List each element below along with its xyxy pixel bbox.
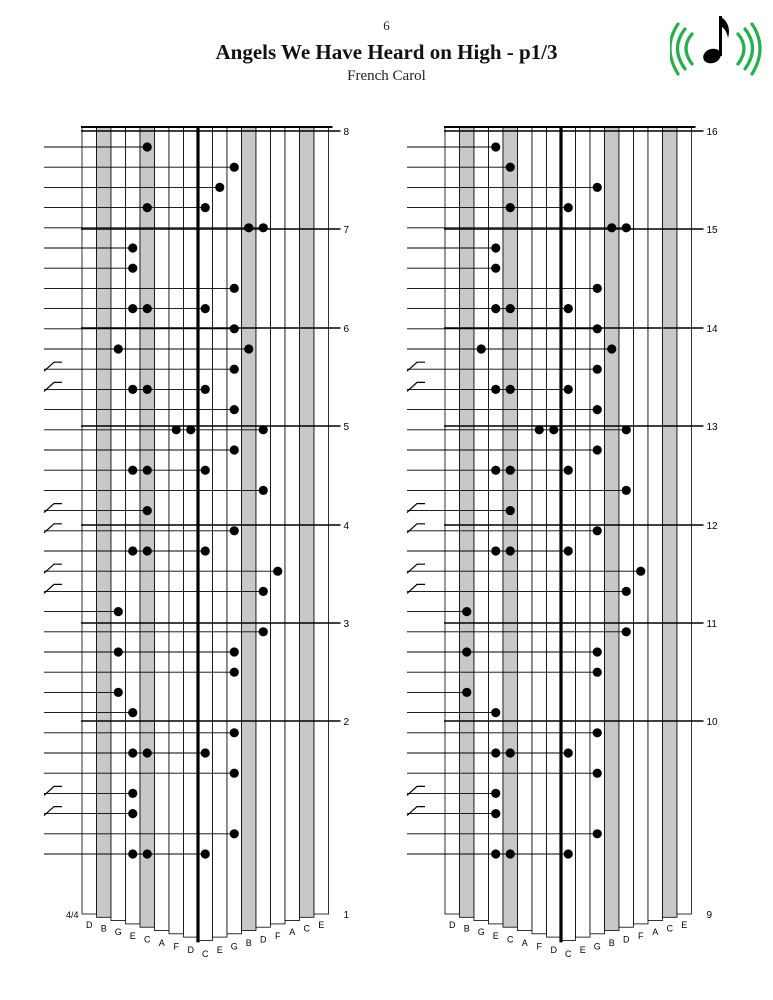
- panel-right-note-dot: [506, 304, 515, 313]
- panel-left-note-dot: [259, 486, 268, 495]
- page-number: 6: [383, 18, 390, 33]
- panel-right-note-dot: [491, 789, 500, 798]
- panel-left-tine-1: [97, 127, 112, 917]
- panel-right-tine-11: [605, 127, 620, 931]
- panel-right-tine-label: F: [536, 941, 542, 952]
- panel-left-slur-mark: [44, 584, 62, 593]
- panel-left-tine-5: [155, 127, 170, 931]
- panel-left-note-dot: [143, 506, 152, 515]
- panel-left-note-dot: [143, 466, 152, 475]
- panel-left-note-dot: [259, 223, 268, 232]
- panel-left-tine-label: E: [129, 930, 136, 941]
- panel-left-tine-label: G: [114, 927, 122, 938]
- panel-right-measure-number: 11: [706, 619, 717, 630]
- panel-right-note-dot: [462, 607, 471, 616]
- panel-left-tine-label: B: [100, 923, 107, 934]
- panel-right-note-dot: [593, 829, 602, 838]
- panel-left-tine-2: [111, 127, 126, 921]
- panel-left-note-dot: [128, 304, 137, 313]
- panel-left-note-dot: [230, 829, 239, 838]
- panel-right-measure-number: 12: [706, 521, 718, 532]
- panel-right-tine-label: C: [666, 923, 673, 934]
- panel-left-tine-0: [82, 127, 97, 914]
- panel-left-note-dot: [259, 587, 268, 596]
- panel-left-note-dot: [128, 748, 137, 757]
- panel-left-tine-label: A: [158, 938, 165, 948]
- panel-left-note-dot: [230, 445, 239, 454]
- panel-right-tine-8: [561, 127, 576, 940]
- panel-right-tine-0: [445, 127, 460, 914]
- panel-left-slur-mark: [44, 382, 62, 391]
- panel-right-note-dot: [636, 567, 645, 576]
- panel-right-measure-number: 9: [706, 910, 713, 921]
- panel-right-note-dot: [593, 526, 602, 535]
- panel-right-note-dot: [491, 466, 500, 475]
- panel-left-tine-label: C: [303, 923, 310, 934]
- panel-left-note-dot: [230, 647, 239, 656]
- panel-right-note-dot: [622, 486, 631, 495]
- panel-right-note-dot: [564, 304, 573, 313]
- panel-right-note-dot: [491, 264, 500, 273]
- panel-right-tine-label: B: [463, 923, 470, 934]
- panel-left-note-dot: [172, 425, 181, 434]
- panel-left-note-dot: [128, 385, 137, 394]
- panel-right-note-dot: [593, 324, 602, 333]
- time-signature: 4/4: [66, 910, 79, 920]
- panel-left-note-dot: [114, 647, 123, 656]
- panel-right-note-dot: [491, 385, 500, 394]
- panel-left-note-dot: [128, 264, 137, 273]
- panel-right-tine-9: [576, 127, 591, 937]
- panel-right-tine-label: G: [477, 927, 485, 938]
- panel-left-tine-label: D: [260, 934, 267, 945]
- panel-left-note-dot: [244, 223, 253, 232]
- panel-left-note-dot: [259, 627, 268, 636]
- panel-right-tine-label: D: [623, 934, 630, 945]
- panel-right-tine-label: D: [550, 945, 557, 956]
- panel-right-note-dot: [549, 425, 558, 434]
- panel-right-slur-mark: [407, 807, 425, 816]
- panel-right-note-dot: [593, 405, 602, 414]
- panel-left-slur-mark: [44, 504, 62, 513]
- panel-right-note-dot: [462, 688, 471, 697]
- panel-right-tine-7: [547, 127, 562, 937]
- panel-left-measure-number: 8: [343, 127, 350, 138]
- panel-right-tine-4: [503, 127, 518, 927]
- panel-right-note-dot: [506, 748, 515, 757]
- panel-right-slur-mark: [407, 584, 425, 593]
- panel-left-tine-15: [300, 127, 315, 917]
- panel-left-note-dot: [128, 546, 137, 555]
- panel-right-note-dot: [622, 223, 631, 232]
- panel-right-tine-label: A: [521, 938, 528, 948]
- panel-left-tine-label: E: [216, 945, 223, 956]
- panel-left-note-dot: [114, 688, 123, 697]
- panel-right-measure-number: 10: [706, 717, 718, 728]
- panel-left-note-dot: [128, 466, 137, 475]
- panel-left-note-dot: [201, 385, 210, 394]
- panel-left-slur-mark: [44, 524, 62, 533]
- panel-right-note-dot: [593, 647, 602, 656]
- panel-right-tine-5: [518, 127, 533, 931]
- panel-left-note-dot: [230, 405, 239, 414]
- panel-right-note-dot: [506, 163, 515, 172]
- panel-right-note-dot: [506, 466, 515, 475]
- panel-left-tine-4: [140, 127, 155, 927]
- panel-right-note-dot: [593, 668, 602, 677]
- panel-left-slur-mark: [44, 362, 62, 371]
- panel-right-note-dot: [564, 849, 573, 858]
- panel-right-note-dot: [593, 728, 602, 737]
- panel-left-note-dot: [114, 607, 123, 616]
- panel-left-measure-number: 2: [343, 717, 350, 728]
- panel-left-note-dot: [128, 789, 137, 798]
- panel-right-tine-label: B: [608, 938, 615, 948]
- panel-left-measure-number: 4: [343, 521, 350, 532]
- panel-left-note-dot: [143, 203, 152, 212]
- panel-right-note-dot: [593, 183, 602, 192]
- panel-right-slur-mark: [407, 504, 425, 513]
- panel-left-note-dot: [244, 344, 253, 353]
- panel-right-note-dot: [593, 284, 602, 293]
- panel-left-note-dot: [259, 425, 268, 434]
- panel-right-tine-12: [619, 127, 634, 927]
- panel-right-note-dot: [564, 748, 573, 757]
- panel-right-tine-label: C: [507, 934, 514, 945]
- panel-right-note-dot: [564, 385, 573, 394]
- panel-left-note-dot: [201, 466, 210, 475]
- panel-right-slur-mark: [407, 382, 425, 391]
- panel-right-tine-label: E: [681, 920, 688, 930]
- panel-left-tine-label: F: [275, 930, 281, 941]
- panel-left-measure-number: 6: [343, 324, 350, 335]
- panel-left-note-dot: [215, 183, 224, 192]
- panel-left-note-dot: [128, 809, 137, 818]
- panel-left-note-dot: [143, 385, 152, 394]
- panel-right-tine-2: [474, 127, 489, 921]
- panel-right-tine-16: [677, 127, 692, 914]
- panel-right-note-dot: [622, 627, 631, 636]
- panel-right-note-dot: [491, 748, 500, 757]
- panel-right-note-dot: [491, 243, 500, 252]
- panel-right-note-dot: [491, 304, 500, 313]
- panel-left-tine-12: [256, 127, 271, 927]
- panel-right-measure-number: 15: [706, 225, 718, 236]
- panel-left-tine-14: [285, 127, 300, 921]
- panel-left-note-dot: [128, 849, 137, 858]
- panel-right-slur-mark: [407, 362, 425, 371]
- panel-right-tine-14: [648, 127, 663, 921]
- panel-right-note-dot: [491, 849, 500, 858]
- panel-left-note-dot: [201, 203, 210, 212]
- panel-right-note-dot: [564, 203, 573, 212]
- panel-right-note-dot: [622, 587, 631, 596]
- panel-left-tine-11: [242, 127, 257, 931]
- panel-right-note-dot: [462, 647, 471, 656]
- panel-right-note-dot: [506, 849, 515, 858]
- panel-left-slur-mark: [44, 807, 62, 816]
- panel-left-note-dot: [230, 284, 239, 293]
- panel-right-note-dot: [535, 425, 544, 434]
- panel-right-tine-label: C: [565, 948, 572, 959]
- panel-left-note-dot: [273, 567, 282, 576]
- panel-right-note-dot: [491, 809, 500, 818]
- panel-left-tine-label: E: [318, 920, 325, 930]
- panel-left-note-dot: [143, 304, 152, 313]
- panel-left-measure-number: 5: [343, 422, 350, 433]
- panel-left-measure-number: 3: [343, 619, 350, 630]
- panel-left-tine-label: A: [289, 927, 296, 938]
- panel-left-note-dot: [230, 728, 239, 737]
- panel-right-note-dot: [607, 223, 616, 232]
- panel-right-note-dot: [564, 466, 573, 475]
- panel-right-note-dot: [491, 708, 500, 717]
- panel-right-tine-label: G: [593, 941, 601, 952]
- panel-right-note-dot: [593, 445, 602, 454]
- panel-left-note-dot: [230, 668, 239, 677]
- panel-left-note-dot: [201, 546, 210, 555]
- panel-left-note-dot: [143, 849, 152, 858]
- panel-right-note-dot: [564, 546, 573, 555]
- panel-right-note-dot: [506, 546, 515, 555]
- panel-left-tine-label: G: [230, 941, 238, 952]
- panel-right-note-dot: [477, 344, 486, 353]
- panel-left-tine-label: D: [86, 920, 93, 930]
- panel-right-measure-number: 16: [706, 127, 718, 138]
- panel-left-note-dot: [201, 304, 210, 313]
- panel-right-tine-label: E: [579, 945, 586, 956]
- panel-left-note-dot: [128, 708, 137, 717]
- panel-left-measure-number: 7: [343, 225, 350, 236]
- song-title: Angels We Have Heard on High - p1/3: [215, 40, 558, 64]
- panel-left-tine-8: [198, 127, 213, 940]
- panel-right-tine-label: D: [449, 920, 456, 930]
- panel-right-note-dot: [593, 365, 602, 374]
- panel-right-note-dot: [622, 425, 631, 434]
- panel-left-slur-mark: [44, 786, 62, 795]
- panel-left-note-dot: [230, 324, 239, 333]
- panel-right-measure-number: 14: [706, 324, 718, 335]
- panel-right-note-dot: [607, 344, 616, 353]
- panel-left-note-dot: [143, 142, 152, 151]
- panel-left-tine-label: C: [202, 948, 209, 959]
- panel-right-note-dot: [593, 769, 602, 778]
- panel-right-note-dot: [506, 203, 515, 212]
- panel-right-note-dot: [506, 385, 515, 394]
- panel-right-slur-mark: [407, 786, 425, 795]
- panel-left-note-dot: [128, 243, 137, 252]
- panel-left-tine-9: [213, 127, 228, 937]
- panel-left-tine-label: C: [144, 934, 151, 945]
- panel-right-tine-1: [460, 127, 475, 917]
- panel-right-tine-15: [663, 127, 678, 917]
- panel-left-tine-16: [314, 127, 329, 914]
- panel-left-tine-label: D: [187, 945, 194, 956]
- panel-right-slur-mark: [407, 564, 425, 573]
- panel-left-note-dot: [230, 769, 239, 778]
- panel-left-note-dot: [230, 365, 239, 374]
- panel-left-note-dot: [143, 546, 152, 555]
- panel-left-note-dot: [230, 526, 239, 535]
- panel-right-tine-label: A: [652, 927, 659, 938]
- panel-right-note-dot: [491, 546, 500, 555]
- song-subtitle: French Carol: [347, 68, 426, 84]
- panel-left-tine-label: B: [245, 938, 252, 948]
- panel-left-note-dot: [114, 344, 123, 353]
- panel-right-slur-mark: [407, 524, 425, 533]
- panel-left-slur-mark: [44, 564, 62, 573]
- panel-right-note-dot: [506, 506, 515, 515]
- panel-right-tine-label: F: [638, 930, 644, 941]
- panel-left-note-dot: [143, 748, 152, 757]
- panel-left-note-dot: [230, 163, 239, 172]
- panel-right-tine-label: E: [492, 930, 499, 941]
- panel-left-note-dot: [201, 849, 210, 858]
- panel-left-tine-label: F: [173, 941, 179, 952]
- panel-left-note-dot: [186, 425, 195, 434]
- panel-left-note-dot: [201, 748, 210, 757]
- panel-right-note-dot: [491, 142, 500, 151]
- panel-left-measure-number: 1: [343, 910, 350, 921]
- panel-right-measure-number: 13: [706, 422, 718, 433]
- panel-left-tine-7: [184, 127, 199, 937]
